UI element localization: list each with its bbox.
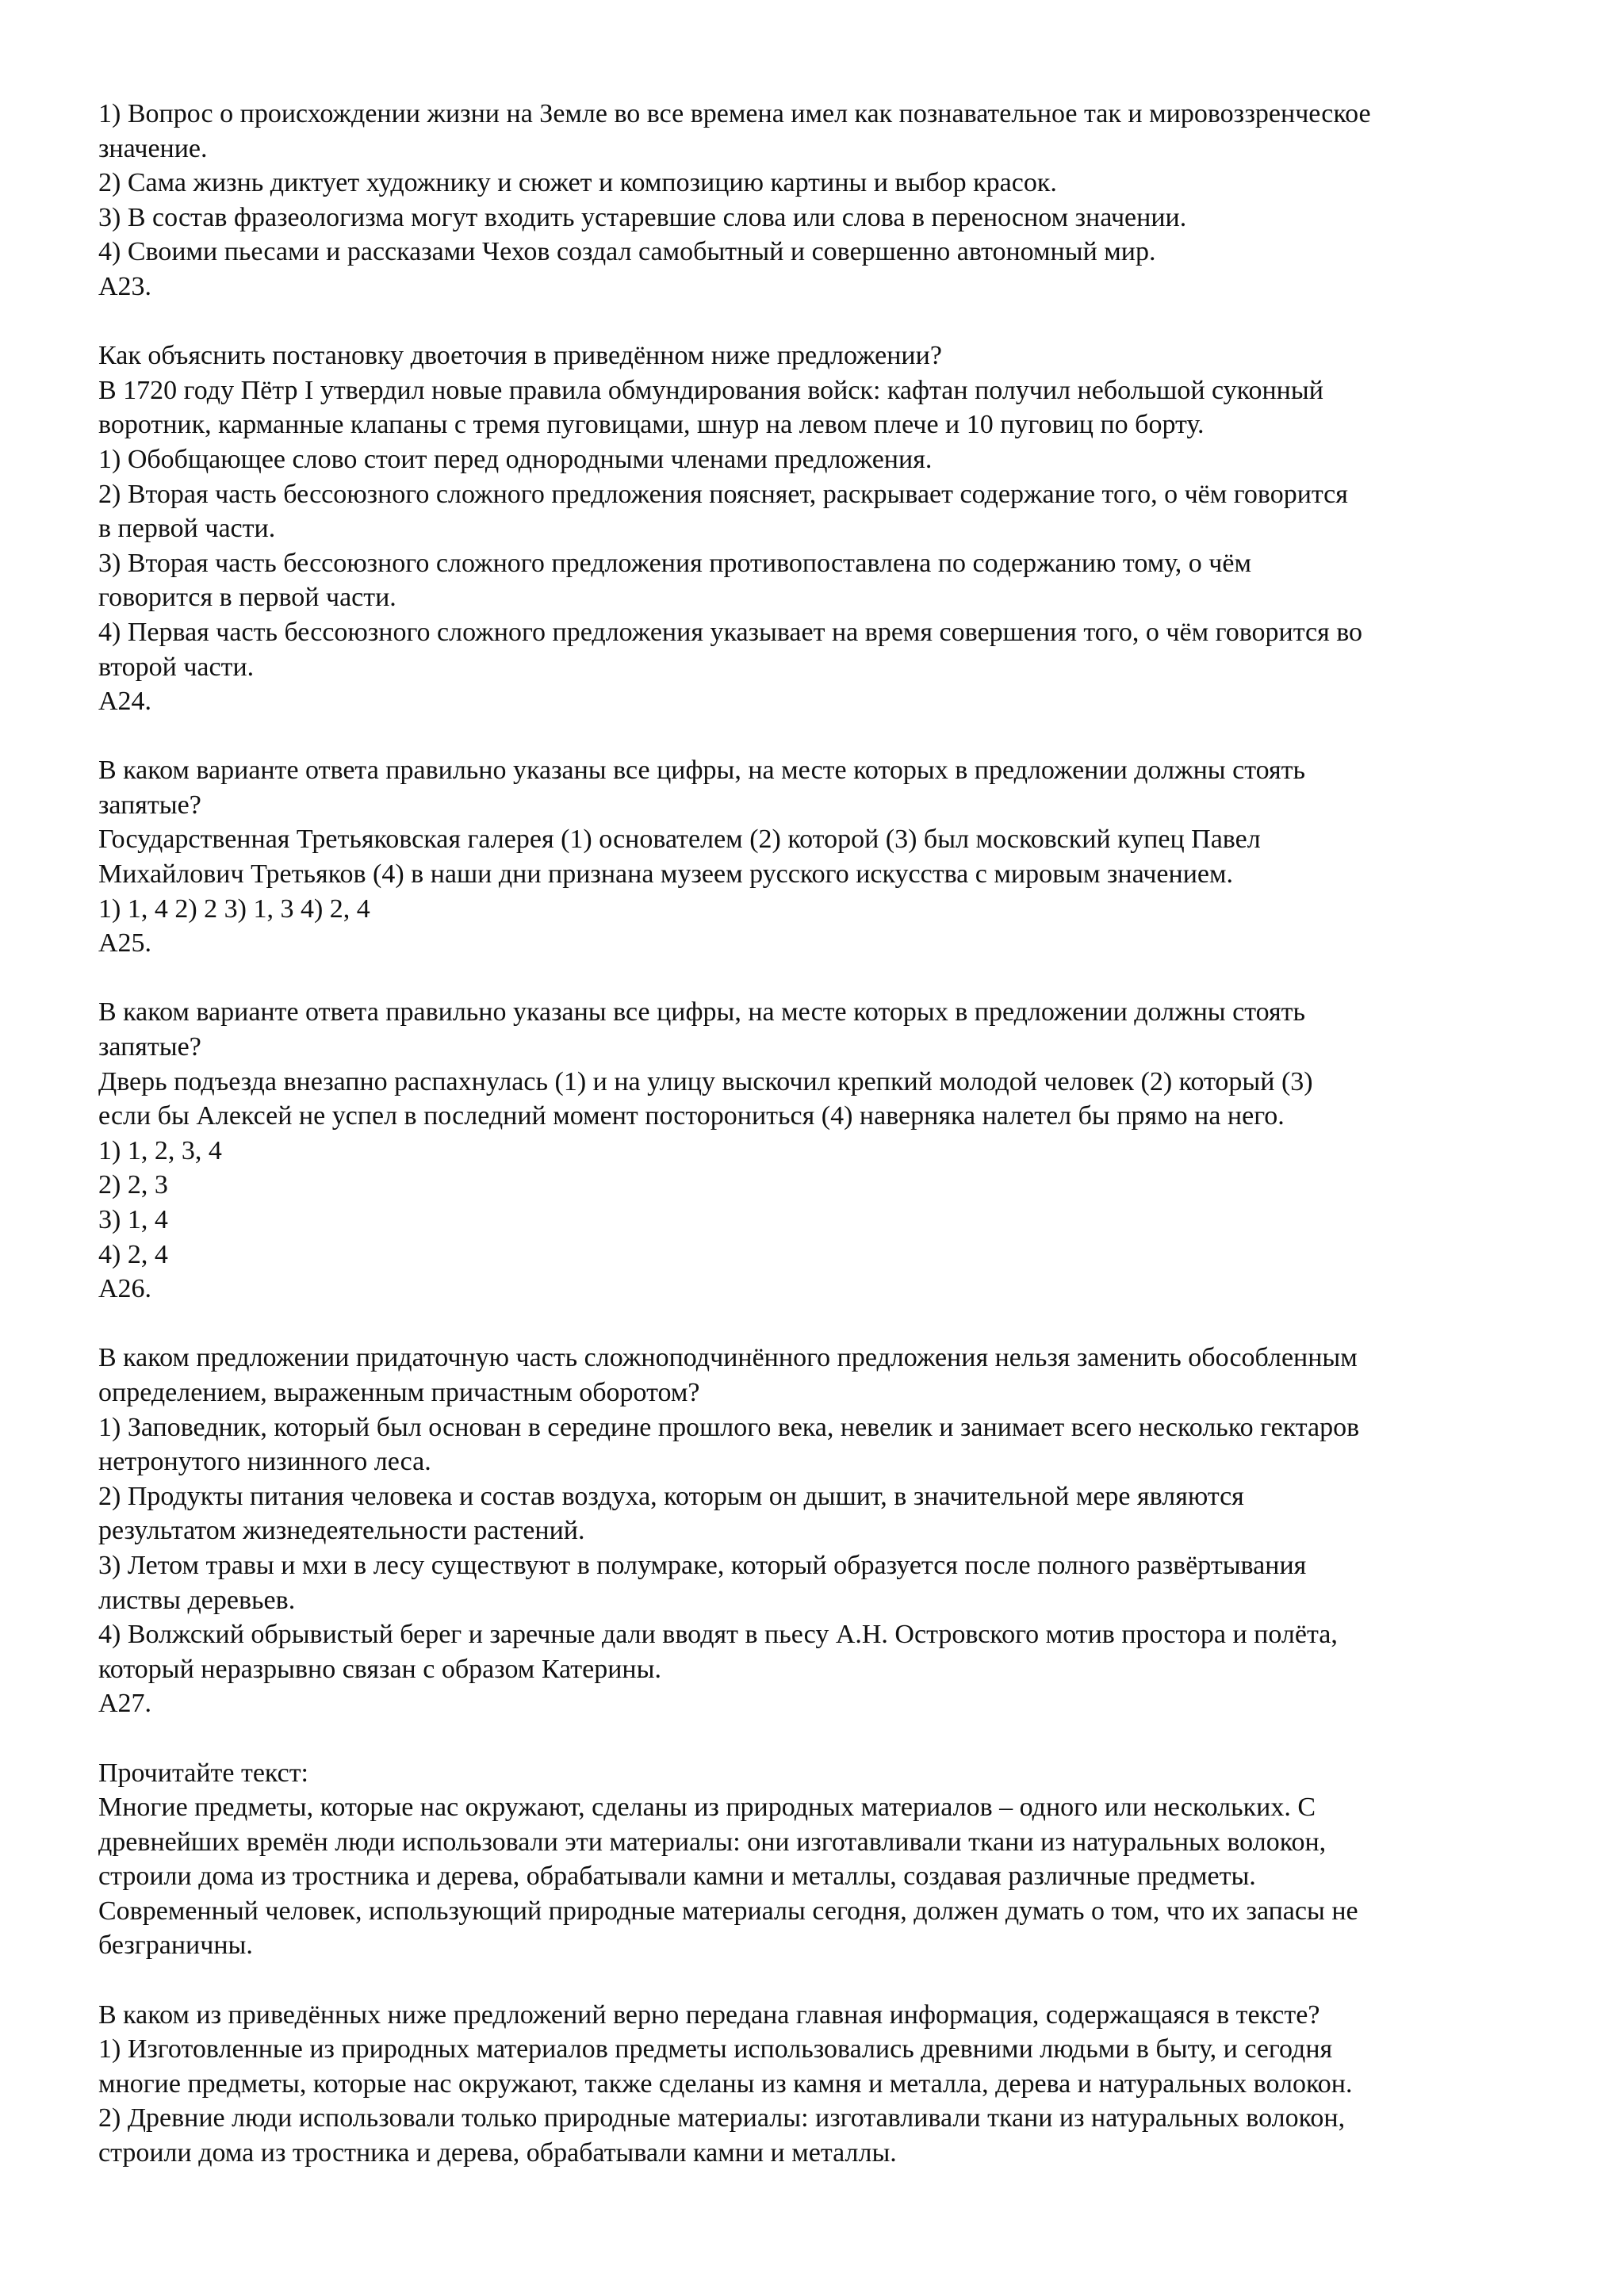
text-line: 2) 2, 3 <box>98 1170 168 1200</box>
text-line: второй части. <box>98 652 255 682</box>
text-line: Многие предметы, которые нас окружают, сделаны из природных материалов – одного или нескольких. С <box>98 1793 1316 1823</box>
text-line: результатом жизнедеятельности растений. <box>98 1516 585 1546</box>
text-line: 2) Сама жизнь диктует художнику и сюжет и композицию картины и выбор красок. <box>98 168 1057 198</box>
text-line: 3) Вторая часть бессоюзного сложного предложения противопоставлена по содержанию тому, о чём <box>98 548 1252 578</box>
text-line: В каком варианте ответа правильно указаны все цифры, на месте которых в предложении должны стоять <box>98 997 1305 1027</box>
text-line: А24. <box>98 687 152 717</box>
text-line: 2) Древние люди использовали только природные материалы: изготавливали ткани из натуральных волокон, <box>98 2103 1346 2133</box>
text-line: 4) 2, 4 <box>98 1239 168 1269</box>
text-line: А25. <box>98 928 152 959</box>
text-line: многие предметы, которые нас окружают, также сделаны из камня и металла, дерева и натуральных волокон. <box>98 2068 1353 2099</box>
text-line: А23. <box>98 271 152 301</box>
text-line: значение. <box>98 133 208 163</box>
blank-line <box>98 961 1542 996</box>
text-line: 4) Своими пьесами и рассказами Чехов создал самобытный и совершенно автономный мир. <box>98 237 1156 267</box>
text-line: воротник, карманные клапаны с тремя пуговицами, шнур на левом плече и 10 пуговиц по борту. <box>98 410 1205 440</box>
text-line: Современный человек, использующий природные материалы сегодня, должен думать о том, что их запасы не <box>98 1896 1358 1926</box>
text-line: А26. <box>98 1274 152 1304</box>
text-line: который неразрывно связан с образом Катерины. <box>98 1654 661 1684</box>
text-line: 1) 1, 2, 3, 4 <box>98 1135 222 1165</box>
text-line: нетронутого низинного леса. <box>98 1447 431 1477</box>
blank-line <box>98 1307 1542 1341</box>
text-line: В каком из приведённых ниже предложений верно передана главная информация, содержащаяся в тексте? <box>98 1999 1320 2030</box>
text-line: В каком предложении придаточную часть сложноподчинённого предложения нельзя заменить обособленным <box>98 1343 1358 1373</box>
text-line: 3) В состав фразеологизма могут входить устаревшие слова или слова в переносном значении. <box>98 202 1187 232</box>
text-line: А27. <box>98 1689 152 1719</box>
text-line: безграничны. <box>98 1931 253 1961</box>
text-line: В 1720 году Пётр I утвердил новые правила обмундирования войск: кафтан получил небольшой суконный <box>98 375 1323 405</box>
text-line: В каком варианте ответа правильно указаны все цифры, на месте которых в предложении должны стоять <box>98 756 1305 786</box>
text-line: 1) Обобщающее слово стоит перед однородными членами предложения. <box>98 444 933 474</box>
text-line: 1) Заповедник, который был основан в середине прошлого века, невелик и занимает всего несколько гектаров <box>98 1412 1360 1442</box>
text-line: Михайлович Третьяков (4) в наши дни признана музеем русского искусства с мировым значением. <box>98 859 1234 890</box>
text-line: 2) Продукты питания человека и состав воздуха, которым он дышит, в значительной мере являются <box>98 1481 1244 1511</box>
text-line: Как объяснить постановку двоеточия в приведённом ниже предложении? <box>98 341 942 371</box>
text-line: листвы деревьев. <box>98 1585 296 1615</box>
text-line: 4) Первая часть бессоюзного сложного предложения указывает на время совершения того, о чём говорится во <box>98 617 1363 647</box>
text-line: 1) 1, 4 2) 2 3) 1, 3 4) 2, 4 <box>98 894 370 924</box>
text-line: запятые? <box>98 1032 201 1062</box>
text-line: Дверь подъезда внезапно распахнулась (1) и на улицу выскочил крепкий молодой человек (2) который (3) <box>98 1066 1313 1096</box>
text-line: определением, выраженным причастным оборотом? <box>98 1377 700 1407</box>
text-line: 1) Вопрос о происхождении жизни на Земле во все времена имел как познавательное так и мировоззренческое <box>98 99 1371 128</box>
text-line: Прочитайте текст: <box>98 1758 308 1788</box>
text-line: говорится в первой части. <box>98 583 396 613</box>
document-page <box>98 97 1542 2171</box>
text-line: запятые? <box>98 790 201 820</box>
text-line: древнейших времён люди использовали эти материалы: они изготавливали ткани из натуральных волокон, <box>98 1827 1327 1857</box>
blank-line <box>98 1721 1542 1756</box>
text-line: 3) Летом травы и мхи в лесу существуют в полумраке, который образуется после полного развёртывания <box>98 1550 1307 1580</box>
blank-line <box>98 1963 1542 1998</box>
text-line: 1) Изготовленные из природных материалов предметы использовались древними людьми в быту, и сегодня <box>98 2034 1333 2064</box>
text-line: строили дома из тростника и дерева, обрабатывали камни и металлы. <box>98 2138 897 2168</box>
text-line: 3) 1, 4 <box>98 1205 168 1234</box>
text-line: 2) Вторая часть бессоюзного сложного предложения поясняет, раскрывает содержание того, о чём говорится <box>98 479 1348 509</box>
text-line: Государственная Третьяковская галерея (1) основателем (2) которой (3) был московский купец Павел <box>98 825 1261 855</box>
blank-line <box>98 719 1542 754</box>
blank-line <box>98 304 1542 339</box>
text-line: 4) Волжский обрывистый берег и заречные дали вводят в пьесу А.Н. Островского мотив простора и полёта, <box>98 1620 1338 1650</box>
text-line: строили дома из тростника и дерева, обрабатывали камни и металлы, создавая различные предметы. <box>98 1862 1256 1892</box>
text-line: если бы Алексей не успел в последний момент посторониться (4) наверняка налетел бы прямо на него. <box>98 1101 1285 1131</box>
text-line: в первой части. <box>98 514 276 544</box>
